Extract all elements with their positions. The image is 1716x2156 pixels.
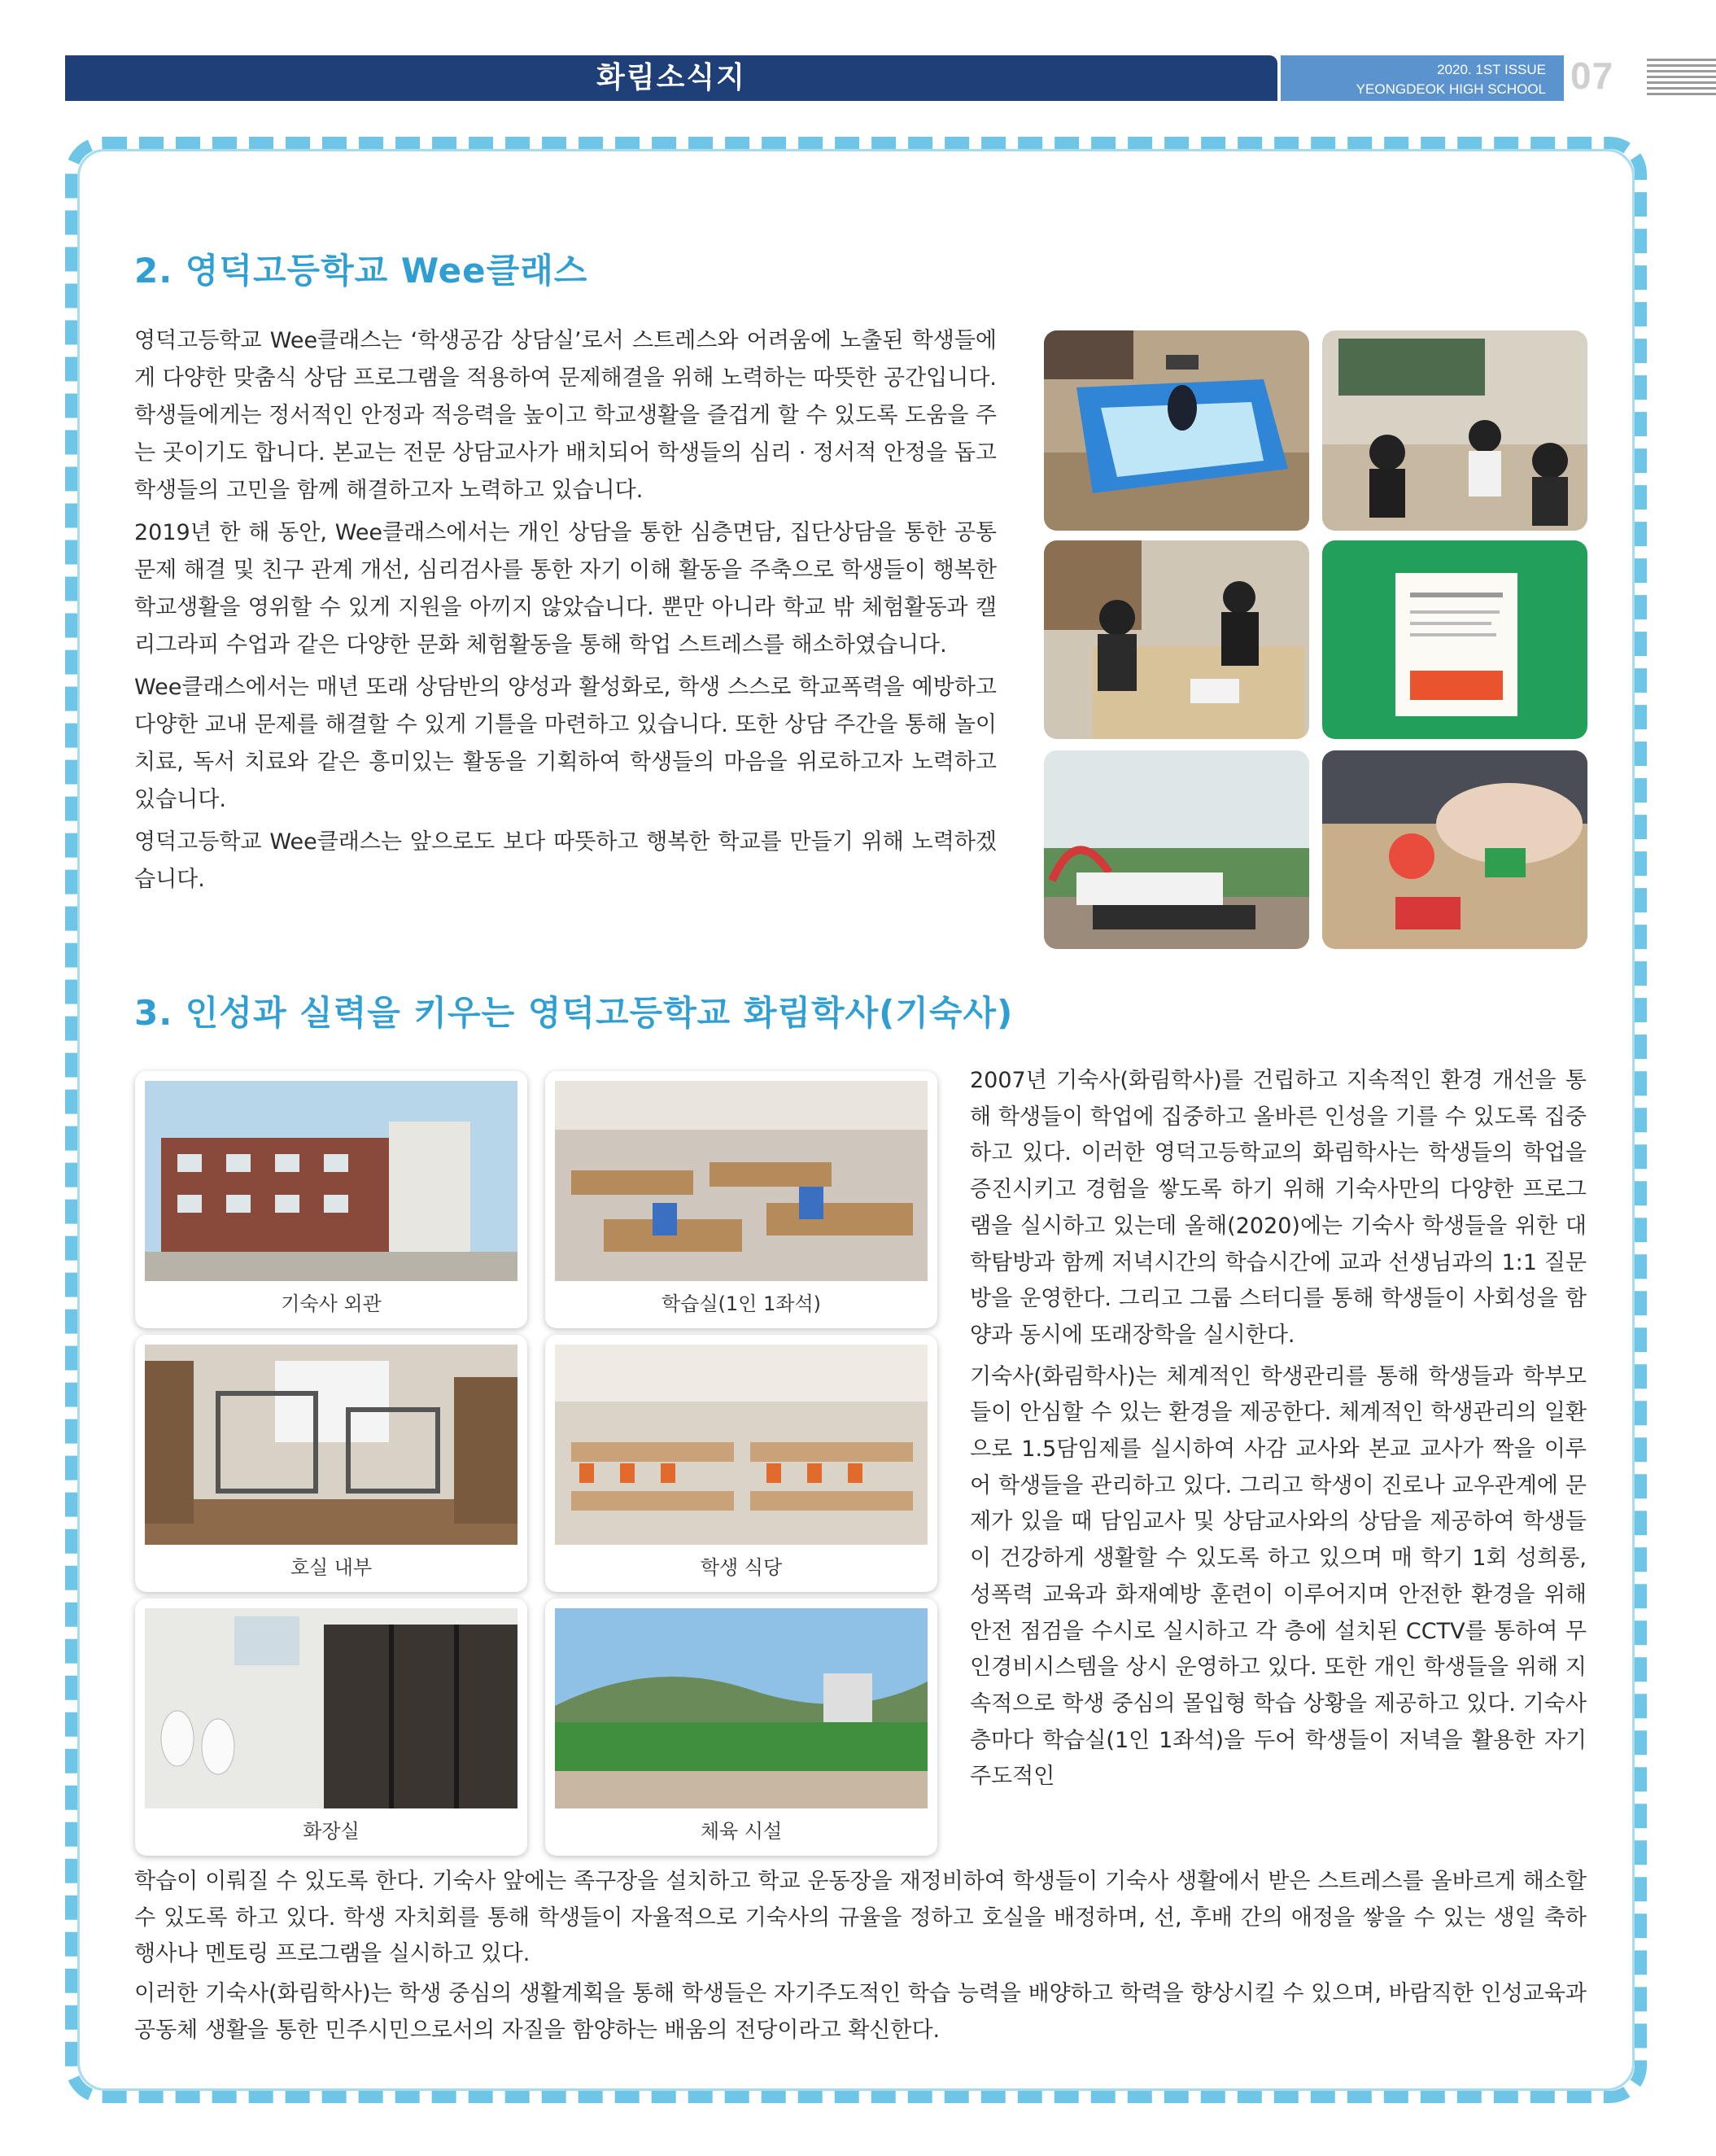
newsletter-title: 화림소식지 [596, 61, 746, 94]
paragraph: 2019년 한 해 동안, Wee클래스에서는 개인 상담을 통한 심층면담, 집단상담을 통한 공통문제 해결 및 친구 관계 개선, 심리검사를 통한 자기 이해 활동을 주축으로 학생들이 행복한 학교생활을 영위할 수 있게 지원을 아끼지 않았습니다. 뿐만 아니라 학교 밖 체험활동과 캘리그라피 수업과 같은 다양한 문화 체험활동을 통해 학업 스트레스를 해소하였습니다. [134, 520, 997, 658]
photo-card-dorm-exterior [135, 1071, 527, 1328]
paragraph: 기숙사(화림학사)는 체계적인 학생관리를 통해 학생들과 학부모들이 안심할 수 있는 환경을 제공한다. 체계적인 학생관리의 일환으로 1.5담임제를 실시하여 사감 교사와 본교 교사가 짝을 이루어 학생들을 관리하고 있다. 그리고 학생이 진로나 교우관계에 문제가 있을 때 담임교사 및 상담교사와의 상담을 제공하여 학생들이 건강하게 생활할 수 있도록 하고 있으며 매 학기 1회 성희롱, 성폭력 교육과 화재예방 훈련이 이루어지며 안전한 환경을 위해 안전 점검을 수시로 실시하고 각 층에 설치된 CCTV를 통하여 무인경비시스템을 상시 운영하고 있다. 또한 개인 학생들을 위해 지속적으로 학생 중심의 몰입형 학습 상황을 제공하고 있다. 기숙사 층마다 학습실(1인 1좌석)을 두어 학생들이 저녁을 활용한 자기주도적인 [970, 1363, 1587, 1790]
paragraph: 이러한 기숙사(화림학사)는 학생 중심의 생활계획을 통해 학생들은 자기주도적인 학습 능력을 배양하고 학력을 향상시킬 수 있으며, 바람직한 인성교육과 공동체 생활을 통한 민주시민으로서의 자질을 함양하는 배움의 전당이라고 확신한다. [134, 1981, 1587, 2043]
paragraph: 2007년 기숙사(화림학사)를 건립하고 지속적인 환경 개선을 통해 학생들이 학업에 집중하고 올바른 인성을 기를 수 있도록 집중하고 있다. 이러한 영덕고등학교의 화림학사는 학생들의 학업을 증진시키고 경험을 쌓도록 하기 위해 기숙사만의 다양한 프로그램을 실시하고 있는데 올해(2020)에는 기숙사 학생들을 위한 대학탐방과 함께 저녁시간의 학습시간에 교과 선생님과의 1:1 질문방을 운영한다. 그리고 그룹 스터디를 통해 학생들이 사회성을 함양과 동시에 또래장학을 실시한다. [970, 1068, 1587, 1348]
paragraph: Wee클래스에서는 매년 또래 상담반의 양성과 활성화로, 학생 스스로 학교폭력을 예방하고 다양한 교내 문제를 해결할 수 있게 기틀을 마련하고 있습니다. 또한 상담 주간을 통해 놀이 치료, 독서 치료와 같은 흥미있는 활동을 기획하여 학생들의 마음을 위로하고자 노력하고 있습니다. [134, 675, 997, 812]
photo-caption: 화장실 [303, 1820, 360, 1843]
photo-card-sports-facility [545, 1598, 937, 1856]
dorm-exterior-photo [145, 1081, 517, 1281]
photo-caption: 학습실(1인 1좌석) [662, 1292, 821, 1315]
decorative-lines [1647, 59, 1716, 101]
photo-card-restroom [135, 1598, 527, 1856]
section-heading: 2. 영덕고등학교 Wee클래스 [134, 251, 588, 291]
photo-board-game [1044, 330, 1309, 531]
room-interior-photo [145, 1345, 517, 1545]
sports-facility-photo [555, 1608, 928, 1808]
photo-card-study-room [545, 1071, 937, 1328]
issue-line: 2020. 1ST ISSUE [1437, 62, 1546, 77]
photo-caption: 호실 내부 [290, 1556, 373, 1579]
photo-caption: 기숙사 외관 [281, 1292, 382, 1315]
photo-caption: 체육 시설 [700, 1820, 783, 1843]
photo-students-table [1044, 540, 1309, 739]
photo-play-therapy [1322, 750, 1587, 949]
dormitory-full-text [134, 1864, 1587, 2053]
photo-caption: 학생 식당 [700, 1556, 783, 1579]
photo-card-room-interior [135, 1335, 527, 1592]
paragraph: 영덕고등학교 Wee클래스는 ‘학생공감 상담실’로서 스트레스와 어려움에 노출된 학생들에게 다양한 맞춤식 상담 프로그램을 적용하여 문제해결을 위해 노력하는 따뜻한 공간입니다. 학생들에게는 정서적인 안정과 적응력을 높이고 학교생활을 즐겁게 할 수 있도록 도움을 주는 곳이기도 합니다. 본교는 전문 상담교사가 배치되어 학생들의 심리 · 정서적 안정을 돕고 학생들의 고민을 함께 해결하고자 노력하고 있습니다. [134, 328, 997, 503]
photo-group-counseling [1322, 330, 1587, 531]
paragraph: 학습이 이뤄질 수 있도록 한다. 기숙사 앞에는 족구장을 설치하고 학교 운동장을 재정비하여 학생들이 기숙사 생활에서 받은 스트레스를 올바르게 해소할 수 있도록 하고 있다. 학생 자치회를 통해 학생들이 자율적으로 기숙사의 규율을 정하고 호실을 배정하며, 선, 후배 간의 애정을 쌓을 수 있는 생일 축하 행사나 멘토링 프로그램을 실시하고 있다. [134, 1869, 1587, 1967]
photo-field-trip [1044, 750, 1309, 949]
section-heading: 3. 인성과 실력을 키우는 영덕고등학교 화림학사(기숙사) [134, 993, 1014, 1033]
study-room-photo [555, 1081, 928, 1281]
issue-label [1281, 55, 1564, 101]
school-name: YEONGDEOK HIGH SCHOOL [1356, 81, 1546, 97]
cafeteria-photo [555, 1345, 928, 1545]
wee-class-text [134, 322, 997, 903]
paragraph: 영덕고등학교 Wee클래스는 앞으로도 보다 따뜻하고 행복한 학교를 만들기 위해 노력하겠습니다. [134, 829, 997, 892]
dormitory-side-text [970, 1063, 1587, 1800]
page-number: 07 [1570, 55, 1614, 97]
photo-card-cafeteria [545, 1335, 937, 1592]
photo-worksheet [1322, 540, 1587, 739]
restroom-photo [145, 1608, 517, 1808]
